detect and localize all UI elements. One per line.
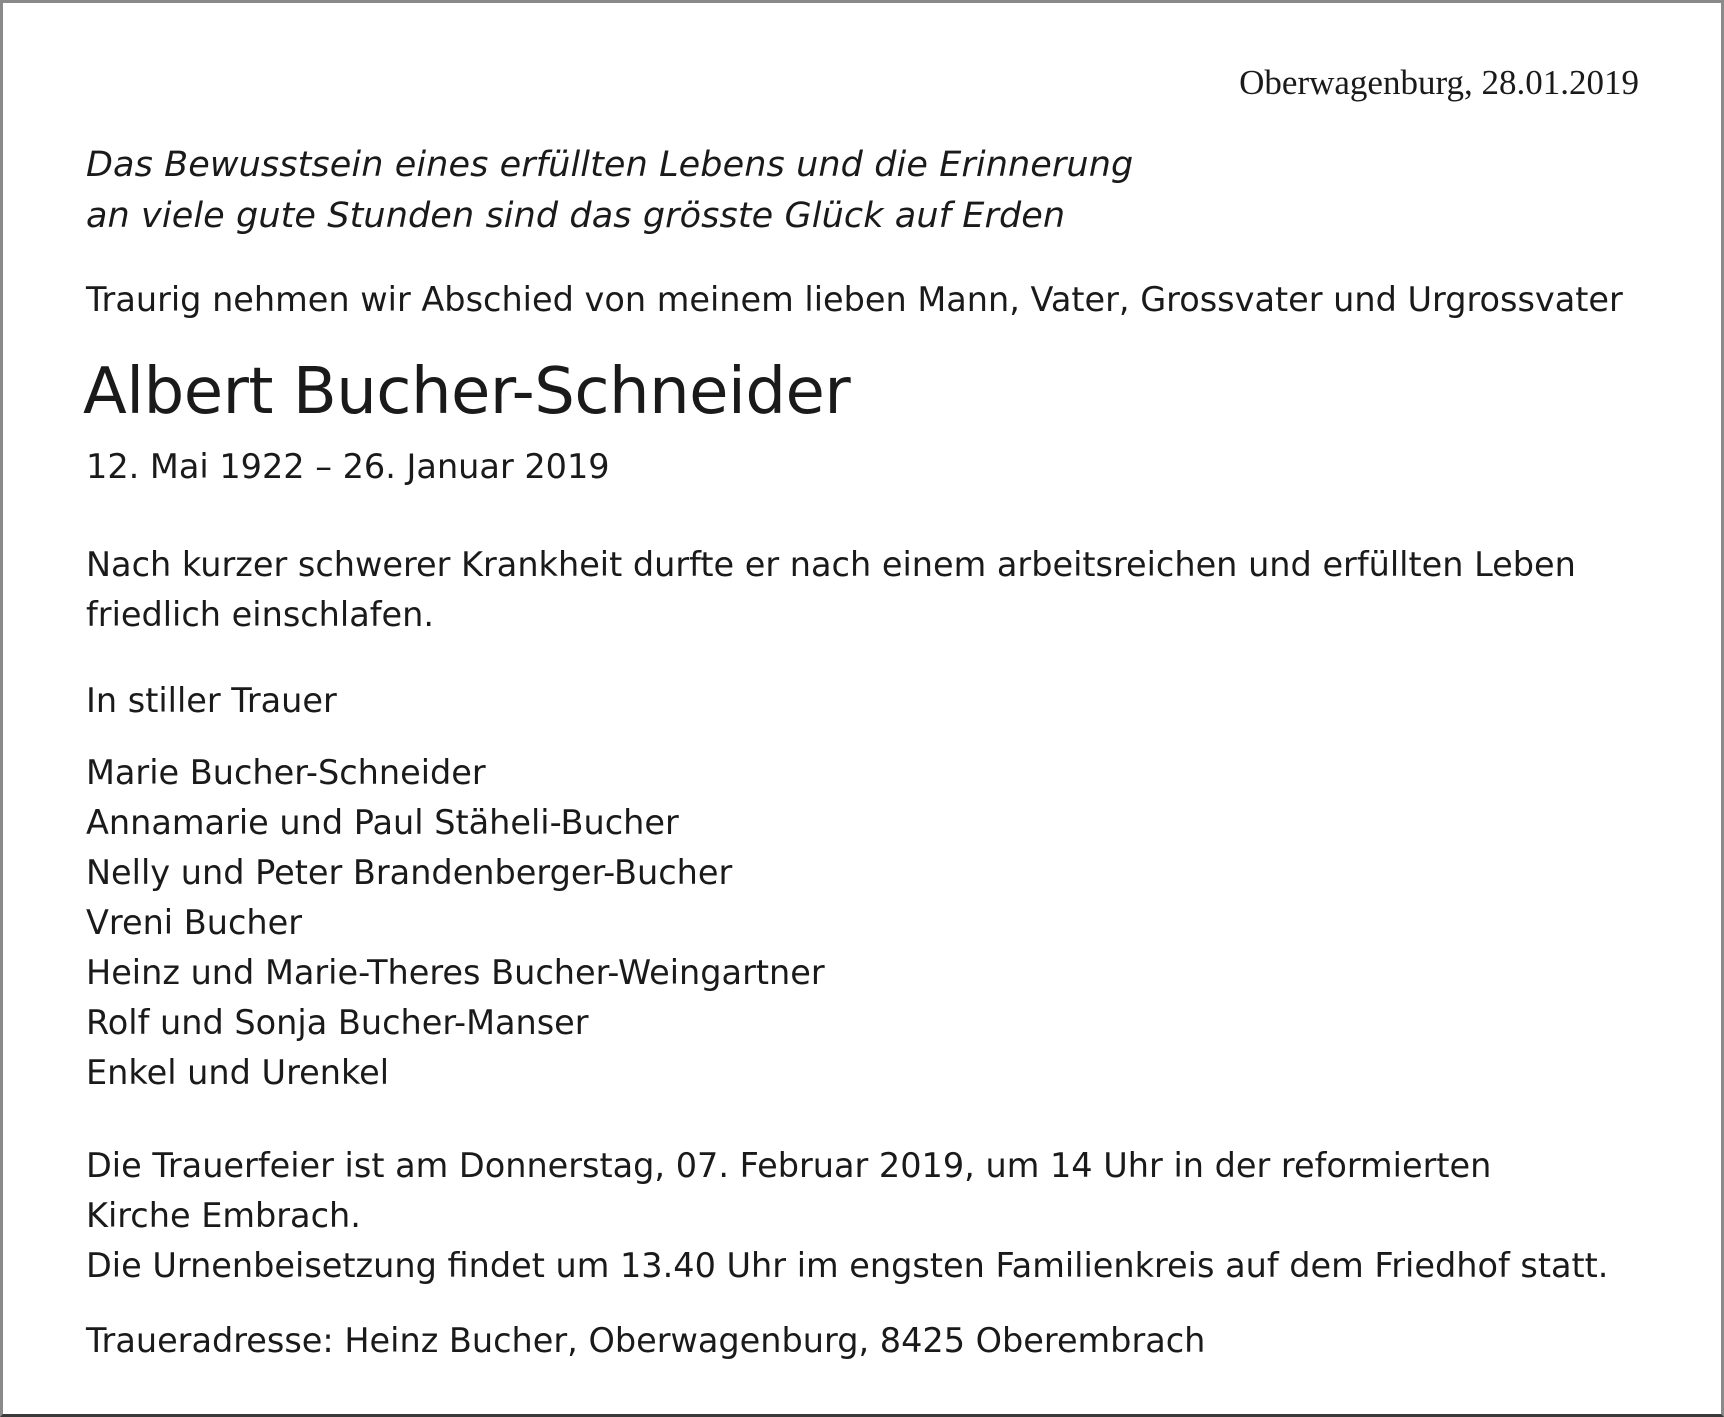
service-line-3: Die Urnenbeisetzung findet um 13.40 Uhr im engsten Familienkreis auf dem Friedhof statt. bbox=[86, 1246, 1609, 1285]
family-member: Heinz und Marie-Theres Bucher-Weingartner bbox=[86, 953, 825, 992]
motto-line-2: an viele gute Stunden sind das grösste Glück auf Erden bbox=[86, 196, 1066, 236]
family-member: Rolf und Sonja Bucher-Manser bbox=[86, 1003, 589, 1042]
motto-quote bbox=[86, 140, 1133, 242]
life-dates: 12. Mai 1922 – 26. Januar 2019 bbox=[86, 447, 610, 486]
family-member: Nelly und Peter Brandenberger-Bucher bbox=[86, 853, 733, 892]
family-member: Marie Bucher-Schneider bbox=[86, 753, 486, 792]
notice-line-2: friedlich einschlafen. bbox=[86, 595, 435, 634]
service-line-1: Die Trauerfeier ist am Donnerstag, 07. Februar 2019, um 14 Uhr in der reformierten bbox=[86, 1146, 1492, 1185]
deceased-name: Albert Bucher-Schneider bbox=[83, 355, 851, 429]
service-line-2: Kirche Embrach. bbox=[86, 1196, 361, 1235]
intro-text: Traurig nehmen wir Abschied von meinem lieben Mann, Vater, Grossvater und Urgrossvater bbox=[86, 280, 1623, 319]
death-notice bbox=[86, 540, 1576, 640]
place-date: Oberwagenburg, 28.01.2019 bbox=[1239, 63, 1639, 102]
mourning-address: Traueradresse: Heinz Bucher, Oberwagenburg, 8425 Oberembrach bbox=[86, 1321, 1206, 1360]
service-details bbox=[86, 1141, 1608, 1291]
family-member: Vreni Bucher bbox=[86, 903, 302, 942]
family-member: Annamarie und Paul Stäheli-Bucher bbox=[86, 803, 679, 842]
family-member: Enkel und Urenkel bbox=[86, 1053, 390, 1092]
family-list bbox=[86, 748, 825, 1098]
notice-line-1: Nach kurzer schwerer Krankheit durfte er nach einem arbeitsreichen und erfüllten Leben bbox=[86, 545, 1576, 584]
motto-line-1: Das Bewusstsein eines erfüllten Lebens und die Erinnerung bbox=[86, 145, 1134, 185]
mourning-heading: In stiller Trauer bbox=[86, 681, 337, 720]
